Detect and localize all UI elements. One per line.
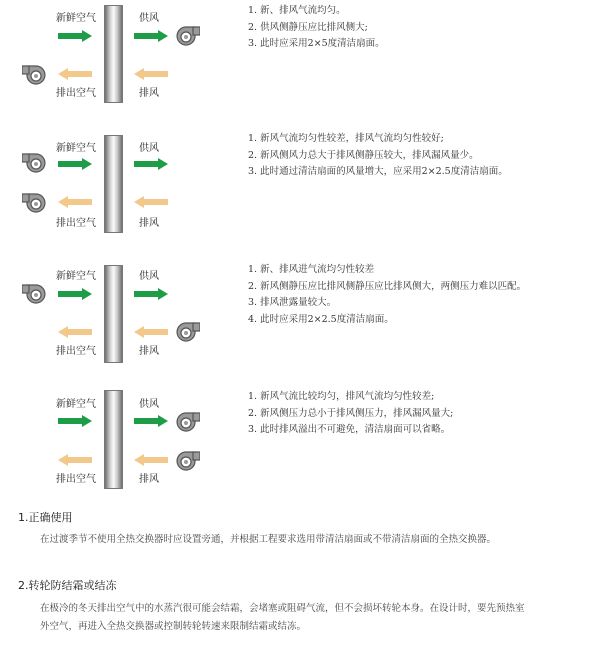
exhaust-air-label: 排风 [139,218,159,229]
note-line: 1. 新、排风气流均匀。 [248,5,346,16]
diagram-4 [0,386,240,506]
exhaust-air-label: 排风 [139,88,159,99]
exhaust-out-arrow-icon [58,454,92,466]
note-line: 1. 新风气流比较均匀，排风气流均匀性较差; [248,391,435,402]
note-line: 2. 新风侧压力总小于排风侧压力，排风漏风量大; [248,407,454,419]
exhaust-air-label: 排风 [139,474,159,485]
paragraph-line: 外空气，再进入全热交换器或控制转轮转速来限制结霜或结冻。 [40,621,307,632]
exhaust-out-arrow-icon [58,68,92,80]
fresh-air-label: 新鲜空气 [56,271,96,282]
supply-air-arrow-icon [134,288,168,300]
note-line: 2. 供风侧静压应比排风侧大; [248,21,368,33]
exhaust-air-arrow-icon [134,454,168,466]
diagram-1 [0,0,240,120]
exhaust-out-label: 排出空气 [56,218,96,229]
supply-air-label: 供风 [139,399,159,410]
diagram-3 [0,261,240,381]
diagram-1-notes [248,3,385,53]
supply-air-label: 供风 [139,13,159,24]
note-line: 2. 新风侧风力总大于排风侧静压较大，排风漏风量少。 [248,149,479,161]
diagram-3-notes [248,262,526,328]
fresh-air-label: 新鲜空气 [56,399,96,410]
heat-wheel [104,390,123,489]
exhaust-fan-icon [22,64,48,86]
note-line: 3. 此时通过清洁扇面的风量增大，应采用2×2.5度清洁扇面。 [248,166,508,177]
supply-air-arrow-icon [134,158,168,170]
heat-wheel [104,265,123,363]
fresh-air-arrow-icon [58,288,92,300]
exhaust-out-arrow-icon [58,196,92,208]
section-heading-correct-use: 1.正确使用 [18,511,73,524]
fresh-air-label: 新鲜空气 [56,143,96,154]
diagram-4-notes [248,389,453,439]
exhaust-out-arrow-icon [58,326,92,338]
note-line: 3. 此时排风溢出不可避免，清洁扇面可以省略。 [248,424,451,435]
section-paragraph [40,531,496,549]
supply-fan-icon [174,25,200,47]
section-paragraph [40,600,525,636]
section-heading-frost-prevention: 2.转轮防结霜或结冻 [18,579,117,592]
heat-wheel [104,5,123,103]
note-line: 3. 此时应采用2×5度清洁扇面。 [248,38,385,49]
paragraph-line: 在极冷的冬天排出空气中的水蒸汽很可能会结霜，会堵塞或阻碍气流，但不会损坏转轮本身。在设计时，要先预热室 [40,603,525,614]
note-line: 2. 新风侧静压应比排风侧静压应比排风侧大，两侧压力难以匹配。 [248,280,527,292]
paragraph-line: 在过渡季节不使用全热交换器时应设置旁通，并根据工程要求选用带清洁扇面或不带清洁扇面的全热交换器。 [40,534,497,545]
note-line: 1. 新、排风进气流均匀性较差 [248,264,375,275]
fresh-air-label: 新鲜空气 [56,13,96,24]
diagram-2-notes [248,131,508,181]
exhaust-air-arrow-icon [134,68,168,80]
exhaust-air-label: 排风 [139,346,159,357]
exhaust-fan-icon [22,192,48,214]
supply-air-arrow-icon [134,415,168,427]
heat-wheel [104,135,123,233]
exhaust-air-arrow-icon [134,326,168,338]
exhaust-air-arrow-icon [134,196,168,208]
fresh-air-arrow-icon [58,30,92,42]
exhaust-out-label: 排出空气 [56,88,96,99]
fresh-air-arrow-icon [58,415,92,427]
exhaust-fan-icon [174,321,200,343]
note-line: 1. 新风气流均匀性较差，排风气流均匀性较好; [248,133,444,144]
supply-air-label: 供风 [139,271,159,282]
supply-fan-icon [22,283,48,305]
supply-air-label: 供风 [139,143,159,154]
supply-air-arrow-icon [134,30,168,42]
exhaust-out-label: 排出空气 [56,346,96,357]
note-line: 4. 此时应采用2×2.5度清洁扇面。 [248,313,394,325]
supply-fan-icon [174,411,200,433]
exhaust-fan-icon [174,450,200,472]
fresh-air-arrow-icon [58,158,92,170]
note-line: 3. 排风泄露量较大。 [248,297,337,308]
diagram-2 [0,131,240,251]
supply-fan-icon [22,152,48,174]
exhaust-out-label: 排出空气 [56,474,96,485]
